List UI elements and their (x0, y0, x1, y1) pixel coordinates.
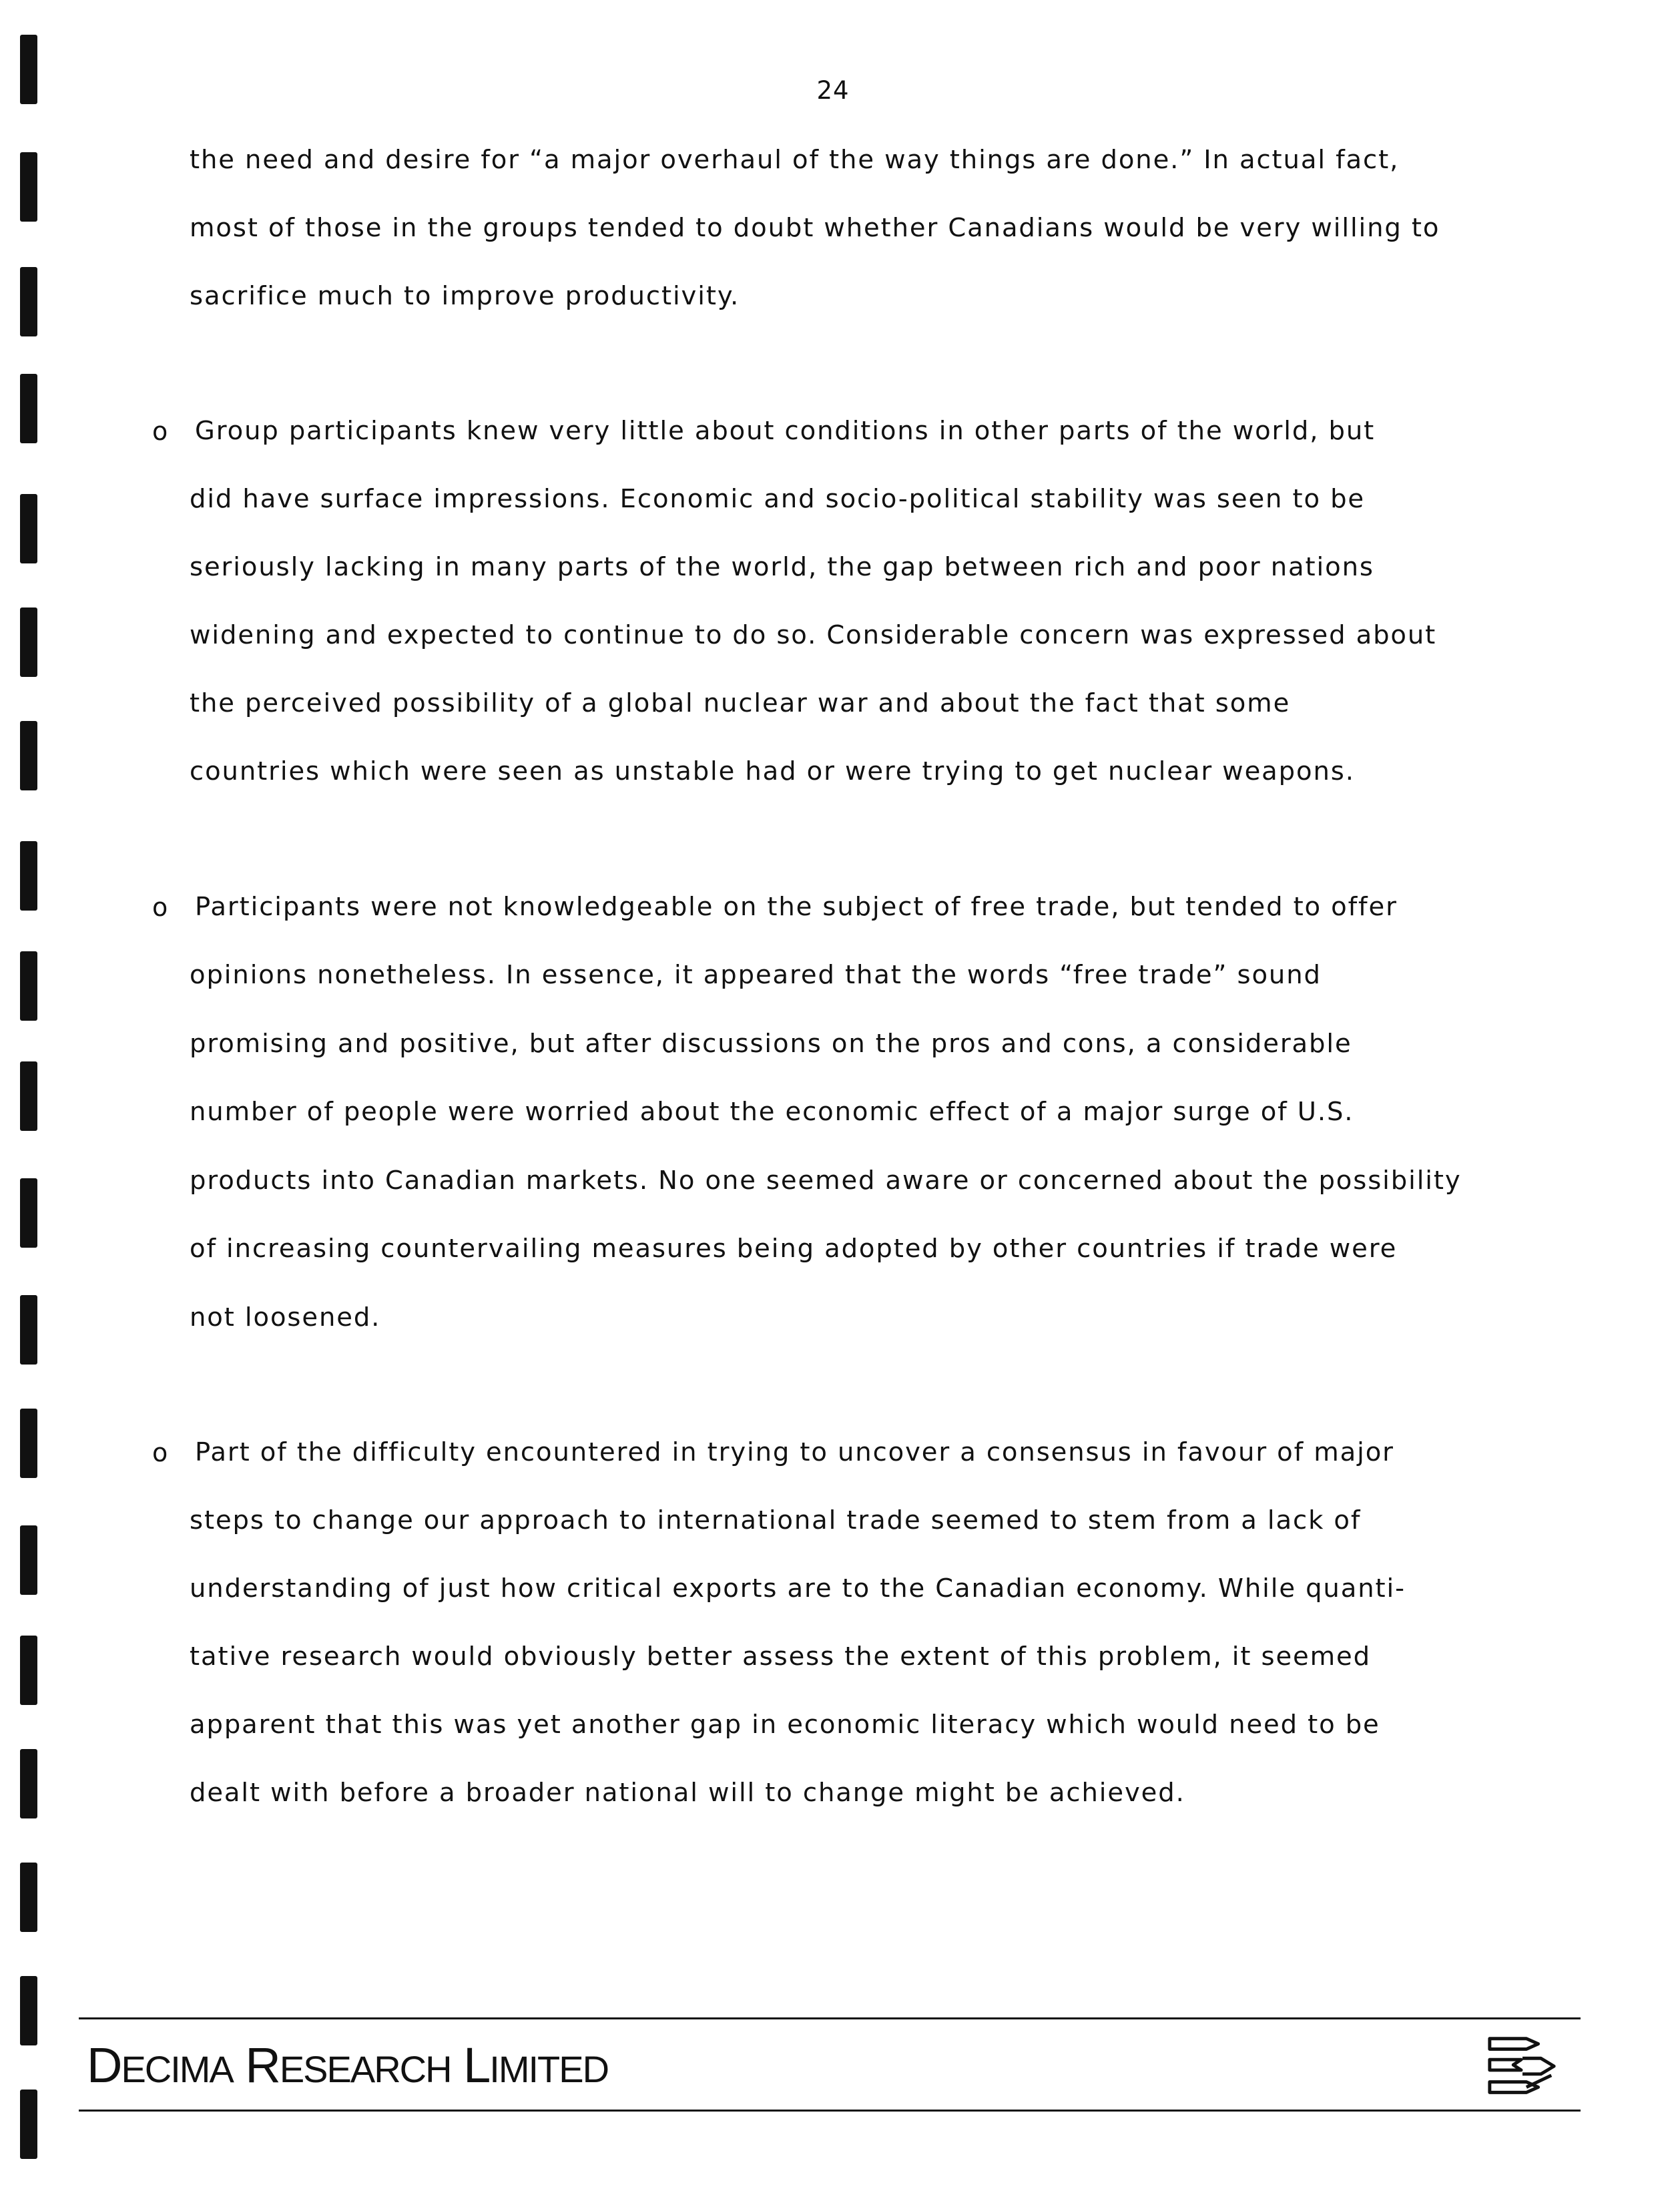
company-name-initial: L (451, 2037, 490, 2093)
company-name-rest: ECIMA (121, 2048, 233, 2090)
text-line: widening and expected to continue to do so. Considerable concern was expressed about (190, 620, 1437, 650)
binder-mark (20, 1061, 37, 1131)
binder-mark (20, 1863, 37, 1932)
text-line: the perceived possibility of a global nuclear war and about the fact that some (190, 688, 1291, 718)
decima-logo-icon (1483, 2029, 1562, 2107)
company-name-rest: ESEARCH (279, 2048, 451, 2090)
text-line: number of people were worried about the economic effect of a major surge of U.S. (190, 1097, 1354, 1127)
text-line: promising and positive, but after discussions on the pros and cons, a considerable (190, 1029, 1352, 1059)
company-name-initial: D (87, 2037, 121, 2093)
text-line: seriously lacking in many parts of the world, the gap between rich and poor nations (190, 552, 1374, 582)
binder-mark (20, 267, 37, 336)
company-name-rest: IMITED (489, 2048, 609, 2090)
text-line: understanding of just how critical exports are to the Canadian economy. While quanti- (190, 1573, 1406, 1604)
company-name-initial: R (232, 2037, 280, 2093)
binder-mark (20, 607, 37, 677)
bullet-marker: o (152, 893, 168, 922)
binder-mark (20, 1976, 37, 2045)
binder-mark (20, 721, 37, 790)
text-line: of increasing countervailing measures being adopted by other countries if trade were (190, 1234, 1398, 1264)
text-line: products into Canadian markets. No one seemed aware or concerned about the possibility (190, 1166, 1462, 1196)
text-line: sacrifice much to improve productivity. (190, 281, 740, 311)
binder-mark (20, 1525, 37, 1595)
text-line: steps to change our approach to international trade seemed to stem from a lack of (190, 1505, 1362, 1535)
binder-mark (20, 35, 37, 104)
page-number: 24 (816, 76, 850, 105)
binder-mark (20, 1636, 37, 1705)
text-line: dealt with before a broader national will to change might be achieved. (190, 1778, 1185, 1808)
text-line: Part of the difficulty encountered in trying to uncover a consensus in favour of major (195, 1437, 1394, 1467)
text-line: did have surface impressions. Economic and socio-political stability was seen to be (190, 484, 1365, 514)
bullet-marker: o (152, 1438, 168, 1467)
binder-mark (20, 2090, 37, 2159)
binder-mark (20, 1749, 37, 1818)
company-name (87, 2037, 608, 2098)
footer-rule-top (79, 2017, 1581, 2019)
binder-mark (20, 1295, 37, 1365)
binder-mark (20, 1178, 37, 1248)
text-line: countries which were seen as unstable had or were trying to get nuclear weapons. (190, 756, 1355, 786)
text-line: the need and desire for “a major overhaul of the way things are done.” In actual fact, (190, 145, 1400, 175)
text-line: Participants were not knowledgeable on the subject of free trade, but tended to offer (195, 892, 1398, 922)
text-line: most of those in the groups tended to doubt whether Canadians would be very willing to (190, 213, 1440, 243)
text-line: opinions nonetheless. In essence, it appeared that the words “free trade” sound (190, 960, 1322, 990)
binder-mark (20, 841, 37, 911)
binder-mark (20, 494, 37, 563)
binder-mark (20, 374, 37, 443)
text-line: Group participants knew very little about conditions in other parts of the world, but (195, 416, 1376, 446)
binder-mark (20, 951, 37, 1021)
binder-mark (20, 152, 37, 222)
text-line: not loosened. (190, 1302, 381, 1332)
text-line: tative research would obviously better assess the extent of this problem, it seemed (190, 1642, 1371, 1672)
bullet-marker: o (152, 417, 168, 446)
footer-rule-bottom (79, 2110, 1581, 2112)
binder-mark (20, 1409, 37, 1478)
text-line: apparent that this was yet another gap in economic literacy which would need to be (190, 1710, 1380, 1740)
